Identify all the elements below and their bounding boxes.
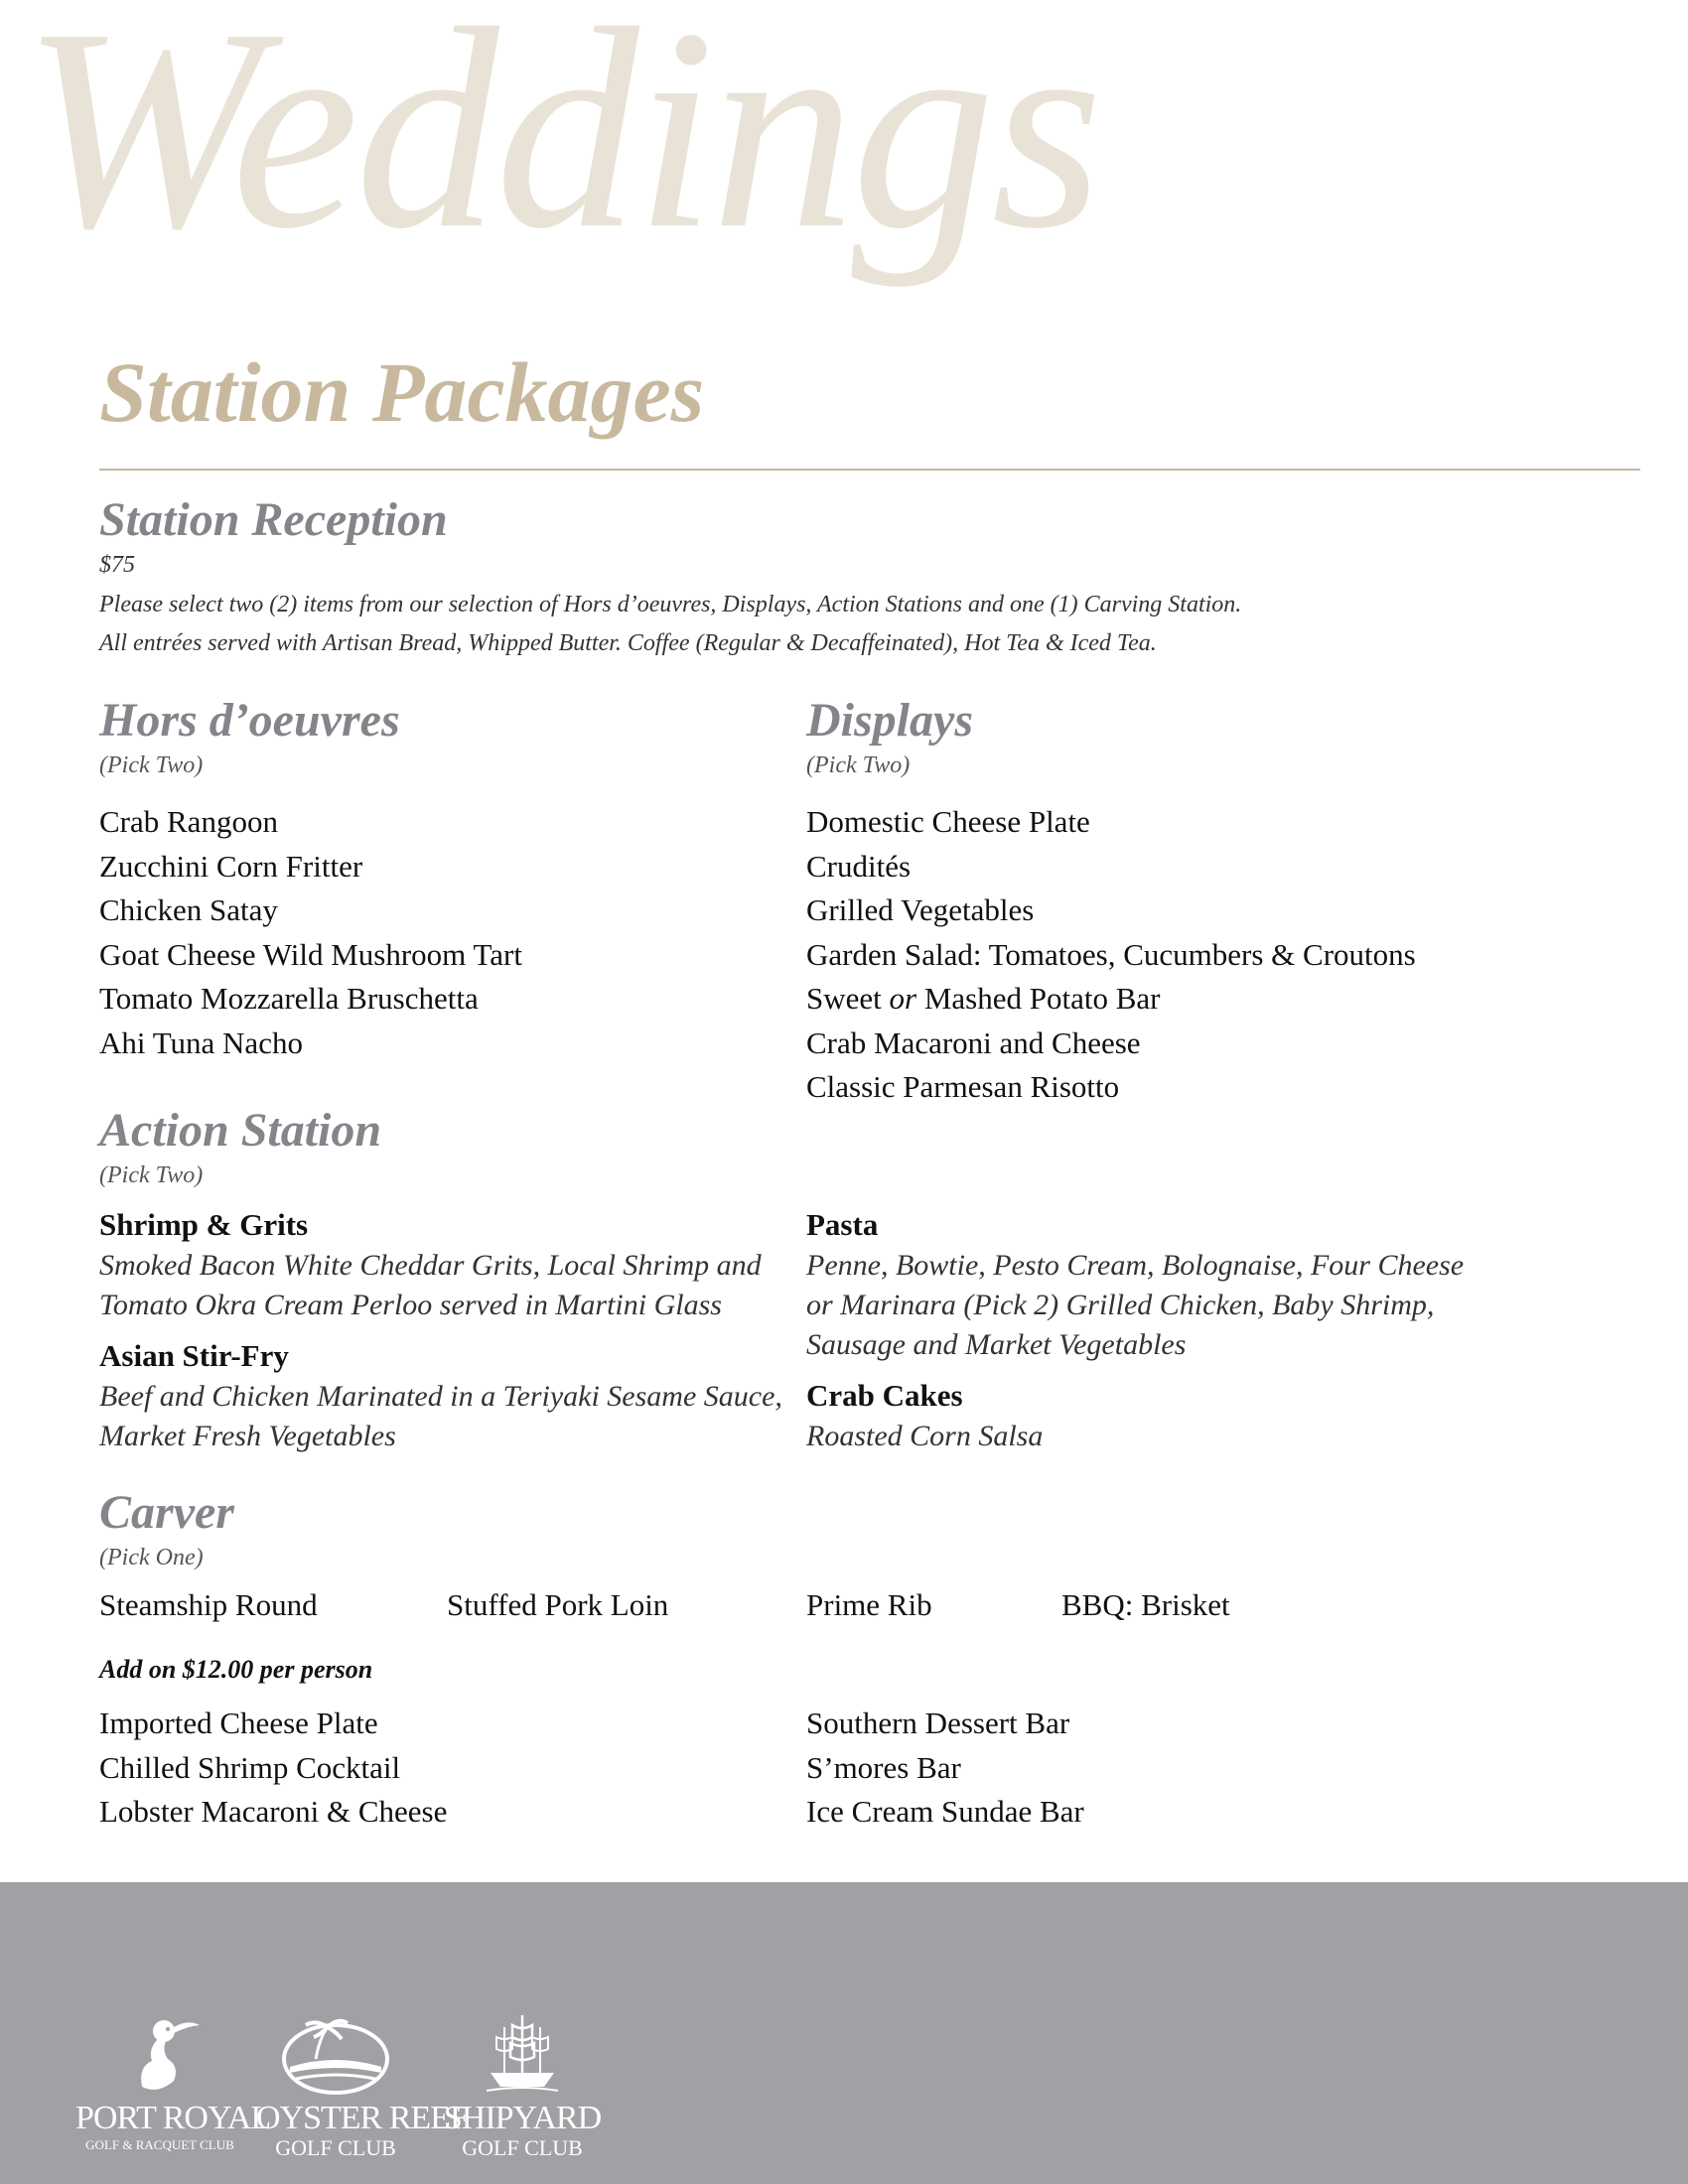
carver-item: Stuffed Pork Loin (447, 1587, 669, 1622)
logo-name: SHIPYARD (443, 2100, 602, 2136)
item-description: Smoked Bacon White Cheddar Grits, Local Shrimp and Tomato Okra Cream Perloo served in Martini Glass (99, 1249, 762, 1321)
port-royal-logo (75, 2011, 271, 2152)
footer-band (0, 1882, 1688, 2184)
list-item: Classic Parmesan Risotto (806, 1069, 1120, 1104)
heron-icon (118, 2011, 202, 2097)
hors-title: Hors d’oeuvres (99, 694, 400, 747)
action-item-pasta (806, 1209, 1491, 1365)
item-name: Shrimp & Grits (99, 1207, 309, 1242)
list-item (806, 983, 1416, 1027)
oyster-reef-logo (256, 2007, 468, 2160)
list-item: Domestic Cheese Plate (806, 804, 1090, 839)
shipyard-logo (443, 2007, 602, 2159)
sailing-ship-icon (483, 2007, 562, 2097)
action-title: Action Station (99, 1104, 382, 1157)
list-item: Ice Cream Sundae Bar (806, 1794, 1084, 1829)
carver-title: Carver (99, 1486, 234, 1539)
logo-sub: GOLF & RACQUET CLUB (85, 2137, 234, 2152)
item-description: Roasted Corn Salsa (806, 1420, 1044, 1452)
reception-title: Station Reception (99, 493, 448, 546)
divider (99, 469, 1640, 471)
logo-sub: GOLF CLUB (275, 2135, 396, 2160)
action-item-asian-stir-fry (99, 1340, 784, 1456)
carver-item: Prime Rib (806, 1587, 932, 1622)
list-item: Zucchini Corn Fritter (99, 848, 363, 884)
item-name: Crab Cakes (806, 1378, 963, 1413)
carver-item: Steamship Round (99, 1587, 318, 1622)
list-item: Grilled Vegetables (806, 892, 1035, 927)
carver-pick-note: (Pick One) (99, 1545, 204, 1570)
addon-list-right (806, 1707, 1084, 1841)
addon-title: Add on $12.00 per person (99, 1655, 373, 1684)
list-item: Chilled Shrimp Cocktail (99, 1749, 401, 1785)
page-title: Station Packages (99, 344, 705, 440)
displays-list (806, 806, 1416, 1116)
logo-sub: GOLF CLUB (462, 2135, 583, 2160)
list-item: Tomato Mozzarella Bruschetta (99, 981, 479, 1016)
hors-pick-note: (Pick Two) (99, 752, 204, 778)
list-item: Crudités (806, 848, 912, 884)
item-description: Beef and Chicken Marinated in a Teriyaki Sesame Sauce, Market Fresh Vegetables (99, 1380, 782, 1452)
list-item: Imported Cheese Plate (99, 1706, 378, 1740)
reception-instructions: Please select two (2) items from our selection of Hors d’oeuvres, Displays, Action Stations and one (1) Carving Station. (99, 592, 1242, 617)
potato-bar-label: Mashed Potato Bar (923, 981, 1161, 1016)
list-item: Garden Salad: Tomatoes, Cucumbers & Croutons (806, 936, 1416, 972)
list-item: Crab Rangoon (99, 804, 278, 839)
displays-pick-note: (Pick Two) (806, 752, 911, 778)
list-item: Lobster Macaroni & Cheese (99, 1794, 448, 1829)
list-item: Chicken Satay (99, 892, 278, 927)
action-item-crab-cakes (806, 1380, 1491, 1456)
addon-list-left (99, 1707, 447, 1841)
script-title: Weddings (22, 0, 1100, 288)
sweet-prefix: Sweet (806, 981, 882, 1016)
displays-title: Displays (806, 694, 973, 747)
action-pick-note: (Pick Two) (99, 1162, 204, 1188)
item-description: Penne, Bowtie, Pesto Cream, Bolognaise, Four Cheese or Marinara (Pick 2) Grilled Chicken, Baby Shrimp, Sausage and Market Vegetables (806, 1249, 1465, 1361)
item-name: Asian Stir-Fry (99, 1338, 289, 1373)
logo-name: OYSTER REEF (256, 2100, 468, 2136)
palm-island-icon (276, 2007, 395, 2097)
reception-price: $75 (99, 552, 135, 578)
hors-list (99, 806, 522, 1071)
or-word: or (889, 981, 917, 1016)
list-item: Goat Cheese Wild Mushroom Tart (99, 936, 522, 972)
logo-name: PORT ROYAL (75, 2100, 271, 2136)
reception-inclusions: All entrées served with Artisan Bread, Whipped Butter. Coffee (Regular & Decaffeinated), Hot Tea & Iced Tea. (99, 630, 1157, 656)
list-item: Crab Macaroni and Cheese (806, 1024, 1141, 1060)
list-item: Southern Dessert Bar (806, 1706, 1070, 1740)
carver-item: BBQ: Brisket (1061, 1587, 1230, 1622)
list-item: S’mores Bar (806, 1749, 961, 1785)
list-item: Ahi Tuna Nacho (99, 1024, 303, 1060)
item-name: Pasta (806, 1207, 879, 1242)
action-item-shrimp-grits (99, 1209, 784, 1325)
